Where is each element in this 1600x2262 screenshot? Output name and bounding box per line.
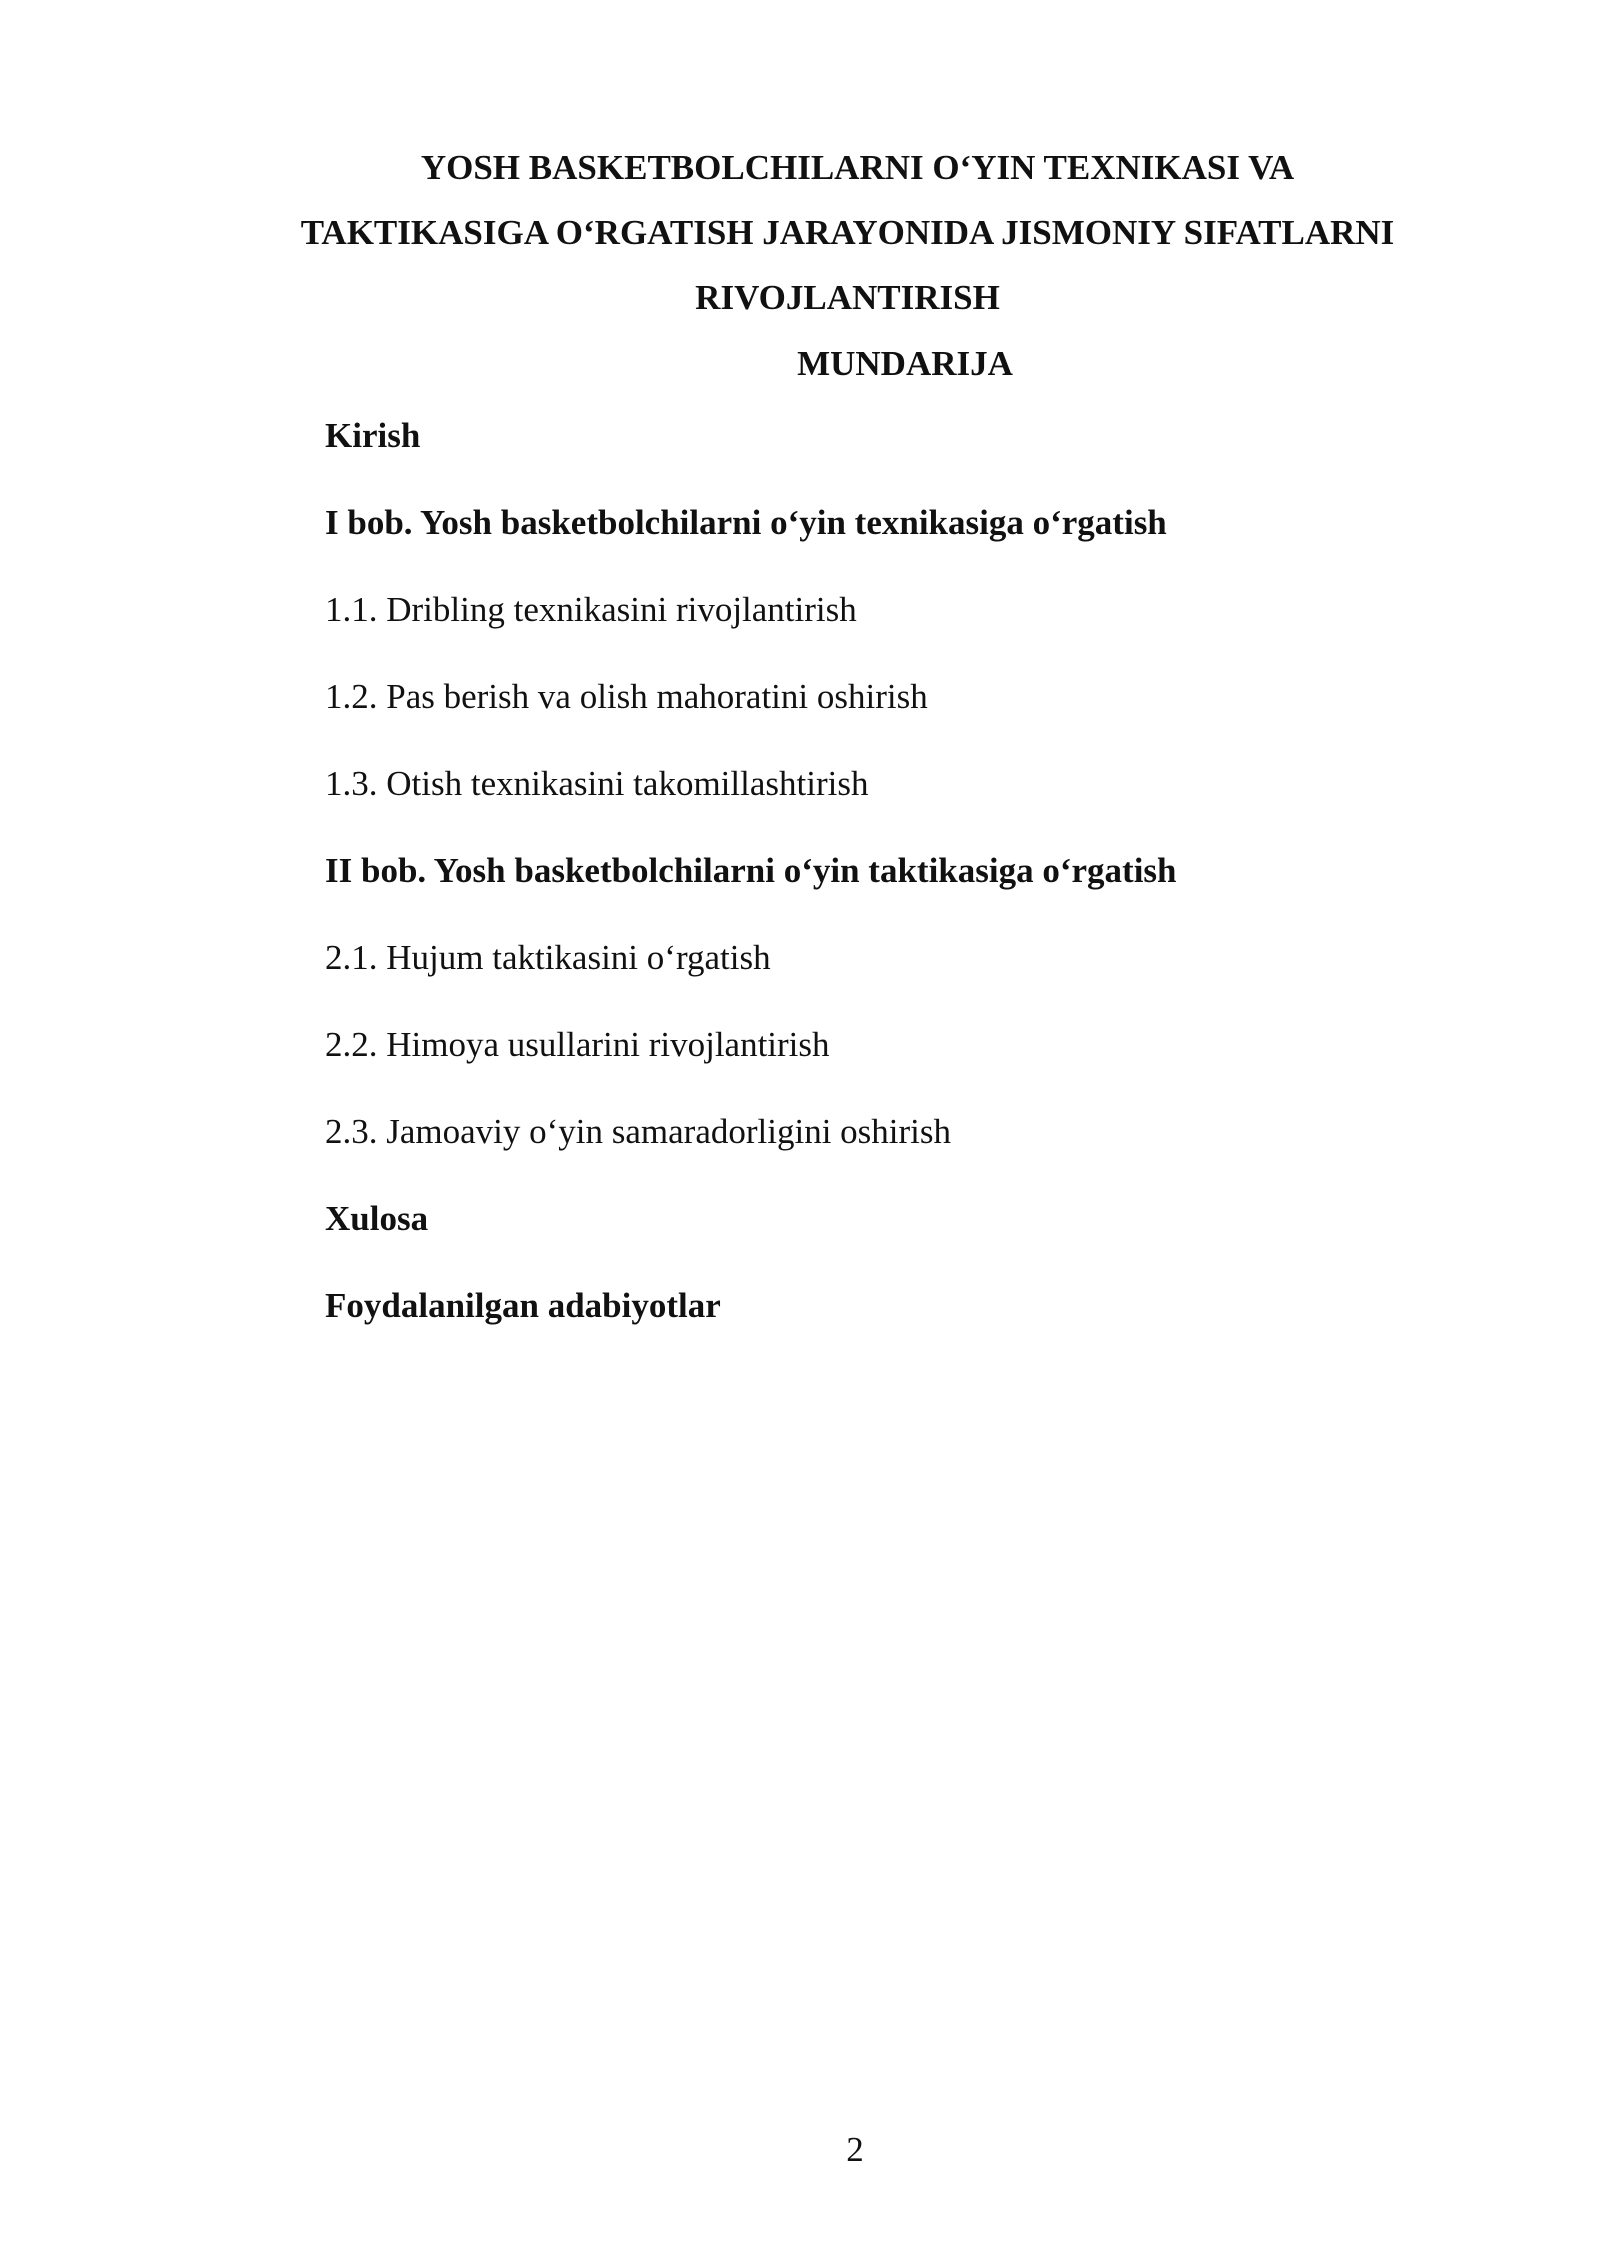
toc-item-1-2: 1.2. Pas berish va olish mahoratini oshirish [325, 677, 928, 716]
toc-item-2-2: 2.2. Himoya usullarini rivojlantirish [325, 1025, 830, 1064]
title-line-2: TAKTIKASIGA O‘RGATISH JARAYONIDA JISMONIY SIFATLARNI [300, 213, 1395, 252]
toc-item-2-1: 2.1. Hujum taktikasini o‘rgatish [325, 938, 771, 977]
page-number: 2 [846, 2130, 864, 2169]
contents-heading: MUNDARIJA [797, 344, 1013, 383]
title-line-1: YOSH BASKETBOLCHILARNI O‘YIN TEXNIKASI VA [420, 148, 1295, 187]
toc-item-2-3: 2.3. Jamoaviy o‘yin samaradorligini oshirish [325, 1112, 952, 1151]
toc-item-1-3: 1.3. Otish texnikasini takomillashtirish [325, 764, 869, 803]
title-line-3: RIVOJLANTIRISH [695, 278, 1000, 317]
toc-item-1-1: 1.1. Dribling texnikasini rivojlantirish [325, 590, 857, 629]
toc-item-adabiyotlar: Foydalanilgan adabiyotlar [325, 1286, 721, 1325]
toc-item-kirish: Kirish [325, 416, 421, 455]
toc-item-chapter-2: II bob. Yosh basketbolchilarni o‘yin taktikasiga o‘rgatish [325, 851, 1177, 890]
toc-item-xulosa: Xulosa [325, 1199, 429, 1238]
toc-item-chapter-1: I bob. Yosh basketbolchilarni o‘yin texnikasiga o‘rgatish [325, 503, 1167, 542]
